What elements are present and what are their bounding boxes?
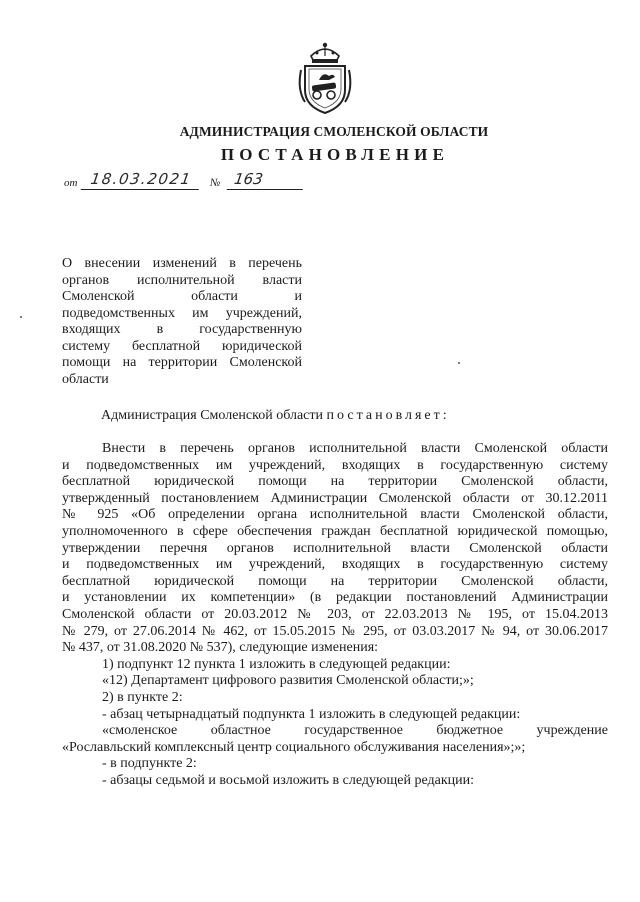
intro-text: Администрация Смоленской области: [101, 408, 324, 423]
number-prefix: №: [210, 177, 221, 189]
body-line: Внести в перечень органов исполнительной власти Смоленской области: [102, 441, 608, 456]
body-line: утвержденный постановлением Администрации Смоленской области от 30.12.2011: [62, 490, 608, 506]
body-line: - в подпункте 2:: [102, 756, 197, 772]
document-date: 18.03.2021: [81, 171, 202, 190]
date-prefix: от: [64, 177, 78, 189]
body-line: № 925 «Об определении органа исполнительной власти Смоленской области,: [62, 507, 608, 523]
body-line: «12) Департамент цифрового развития Смоленской области;»;: [102, 673, 474, 689]
subject-block: [62, 256, 302, 388]
body-line: Смоленской области от 20.03.2012 № 203, от 22.03.2013 № 195, от 15.04.2013: [62, 606, 608, 622]
body-line: и подведомственных им учреждений, входящих в государственную систему: [62, 557, 608, 573]
scan-speck: [458, 362, 460, 364]
date-number-line: [64, 171, 304, 191]
body-line: бесплатной юридической помощи на территории Смоленской области,: [62, 573, 608, 589]
body-line: № 279, от 27.06.2014 № 462, от 15.05.2015 № 295, от 03.03.2017 № 94, от 30.06.2017: [62, 623, 608, 639]
subject-line: области: [62, 371, 109, 387]
subject-line: систему бесплатной юридической: [62, 338, 302, 354]
document-number: 163: [227, 171, 306, 190]
body-line: - абзац четырнадцатый подпункта 1 изложить в следующей редакции:: [102, 706, 521, 722]
body-line: бесплатной юридической помощи на территории Смоленской области,: [62, 474, 608, 490]
subject-line: помощи на территории Смоленской: [62, 355, 302, 370]
scan-speck: [20, 316, 22, 318]
body-line: «смоленское областное государственное бюджетное учреждение: [102, 723, 608, 739]
subject-line: входящих в государственную: [62, 322, 302, 337]
document-type-title: ПОСТАНОВЛЕНИЕ: [220, 145, 450, 164]
body-line: и установлении их компетенции» (в редакции постановлений Администрации: [62, 590, 608, 606]
body-line: утверждении перечня органов исполнительной власти Смоленской области: [62, 540, 608, 556]
subject-line: подведомственных им учреждений,: [62, 305, 302, 321]
body-line: 1) подпункт 12 пункта 1 изложить в следующей редакции:: [102, 656, 451, 672]
body-line: и подведомственных им учреждений, входящих в государственную систему: [62, 457, 608, 473]
body-line: уполномоченного в сфере обеспечения граждан бесплатной юридической помощью,: [62, 523, 608, 539]
intro-spaced-verb: постановляет:: [326, 408, 450, 423]
subject-line: органов исполнительной власти: [62, 272, 302, 288]
subject-line: Смоленской области и: [62, 289, 302, 304]
body-line: «Рославльский комплексный центр социального обслуживания населения»;»;: [62, 739, 526, 755]
body-line: № 437, от 31.08.2020 № 537), следующие изменения:: [62, 640, 379, 656]
body-line: - абзацы седьмой и восьмой изложить в следующей редакции:: [102, 772, 474, 788]
body-line: 2) в пункте 2:: [102, 689, 183, 705]
organization-title: АДМИНИСТРАЦИЯ СМОЛЕНСКОЙ ОБЛАСТИ: [179, 124, 489, 139]
subject-line: О внесении изменений в перечень: [62, 256, 302, 271]
smolensk-coat-of-arms-icon: [293, 40, 357, 116]
intro-paragraph: [101, 408, 450, 424]
body-text: [62, 441, 608, 789]
